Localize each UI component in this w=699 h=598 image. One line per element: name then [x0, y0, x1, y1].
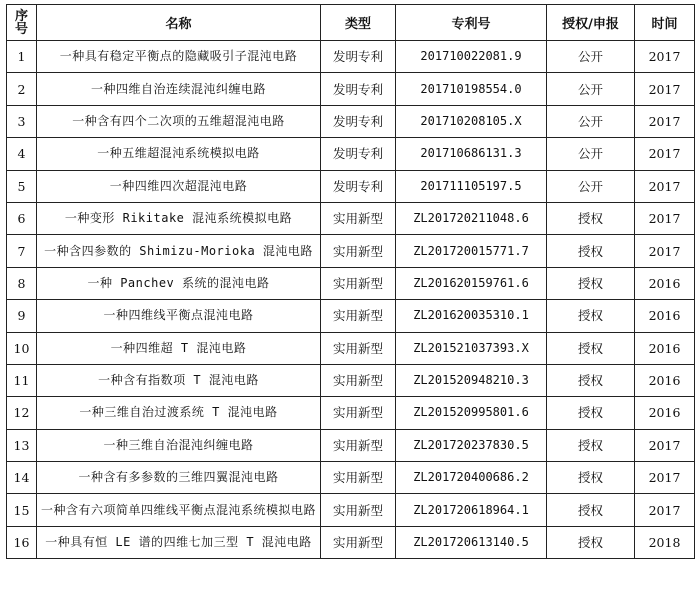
header-index: 序号: [7, 5, 37, 41]
cell-name: 一种变形 Rikitake 混沌系统模拟电路: [37, 202, 321, 234]
table-row: [7, 526, 695, 558]
cell-name: 一种具有恒 LE 谱的四维七加三型 T 混沌电路: [37, 526, 321, 558]
cell-year: 2017: [635, 202, 695, 234]
cell-type: 实用新型: [321, 235, 396, 267]
cell-index: 9: [7, 300, 37, 332]
cell-year: 2016: [635, 267, 695, 299]
cell-patent-no: 201710198554.0: [396, 73, 547, 105]
cell-patent-no: ZL201720400686.2: [396, 462, 547, 494]
header-name: 名称: [37, 5, 321, 41]
cell-patent-no: 201711105197.5: [396, 170, 547, 202]
header-row: [7, 5, 695, 41]
cell-type: 实用新型: [321, 494, 396, 526]
cell-year: 2016: [635, 300, 695, 332]
table-row: [7, 300, 695, 332]
cell-year: 2016: [635, 332, 695, 364]
cell-status: 公开: [547, 138, 635, 170]
table-body: [7, 41, 695, 559]
cell-patent-no: 201710208105.X: [396, 105, 547, 137]
cell-patent-no: ZL201720618964.1: [396, 494, 547, 526]
cell-patent-no: ZL201521037393.X: [396, 332, 547, 364]
cell-year: 2017: [635, 462, 695, 494]
cell-status: 公开: [547, 41, 635, 73]
cell-type: 实用新型: [321, 429, 396, 461]
patent-table: [6, 4, 695, 559]
cell-name: 一种三维自治过渡系统 T 混沌电路: [37, 397, 321, 429]
table-row: [7, 429, 695, 461]
cell-type: 实用新型: [321, 332, 396, 364]
cell-name: 一种含有指数项 T 混沌电路: [37, 364, 321, 396]
cell-type: 实用新型: [321, 397, 396, 429]
table-row: [7, 397, 695, 429]
cell-status: 授权: [547, 462, 635, 494]
cell-patent-no: 201710686131.3: [396, 138, 547, 170]
table-row: [7, 73, 695, 105]
cell-year: 2016: [635, 397, 695, 429]
cell-name: 一种四维自治连续混沌纠缠电路: [37, 73, 321, 105]
cell-patent-no: ZL201720015771.7: [396, 235, 547, 267]
cell-status: 授权: [547, 494, 635, 526]
table-row: [7, 462, 695, 494]
cell-index: 10: [7, 332, 37, 364]
cell-type: 实用新型: [321, 462, 396, 494]
cell-index: 11: [7, 364, 37, 396]
cell-status: 公开: [547, 105, 635, 137]
cell-index: 1: [7, 41, 37, 73]
cell-status: 授权: [547, 429, 635, 461]
cell-type: 实用新型: [321, 364, 396, 396]
cell-status: 授权: [547, 397, 635, 429]
cell-index: 3: [7, 105, 37, 137]
cell-patent-no: ZL201720237830.5: [396, 429, 547, 461]
cell-year: 2017: [635, 73, 695, 105]
cell-index: 6: [7, 202, 37, 234]
cell-name: 一种三维自治混沌纠缠电路: [37, 429, 321, 461]
cell-name: 一种五维超混沌系统模拟电路: [37, 138, 321, 170]
cell-name: 一种含有六项简单四维线平衡点混沌系统模拟电路: [37, 494, 321, 526]
cell-status: 授权: [547, 235, 635, 267]
table-row: [7, 235, 695, 267]
cell-name: 一种四维四次超混沌电路: [37, 170, 321, 202]
cell-index: 15: [7, 494, 37, 526]
cell-type: 发明专利: [321, 41, 396, 73]
cell-year: 2017: [635, 105, 695, 137]
cell-type: 实用新型: [321, 267, 396, 299]
cell-year: 2016: [635, 364, 695, 396]
cell-index: 5: [7, 170, 37, 202]
header-patent-no: 专利号: [396, 5, 547, 41]
table-row: [7, 202, 695, 234]
table-row: [7, 41, 695, 73]
cell-index: 12: [7, 397, 37, 429]
cell-status: 授权: [547, 300, 635, 332]
cell-status: 授权: [547, 364, 635, 396]
cell-index: 14: [7, 462, 37, 494]
cell-name: 一种 Panchev 系统的混沌电路: [37, 267, 321, 299]
cell-year: 2017: [635, 429, 695, 461]
table-row: [7, 105, 695, 137]
cell-status: 授权: [547, 267, 635, 299]
table-row: [7, 332, 695, 364]
table-row: [7, 170, 695, 202]
cell-name: 一种四维超 T 混沌电路: [37, 332, 321, 364]
cell-index: 13: [7, 429, 37, 461]
cell-patent-no: ZL201620035310.1: [396, 300, 547, 332]
table-row: [7, 364, 695, 396]
cell-type: 发明专利: [321, 170, 396, 202]
cell-status: 授权: [547, 202, 635, 234]
cell-patent-no: ZL201720613140.5: [396, 526, 547, 558]
cell-patent-no: ZL201520995801.6: [396, 397, 547, 429]
cell-year: 2017: [635, 494, 695, 526]
cell-patent-no: ZL201520948210.3: [396, 364, 547, 396]
cell-year: 2017: [635, 138, 695, 170]
header-status: 授权/申报: [547, 5, 635, 41]
header-year: 时间: [635, 5, 695, 41]
cell-type: 发明专利: [321, 138, 396, 170]
cell-patent-no: ZL201620159761.6: [396, 267, 547, 299]
cell-type: 发明专利: [321, 73, 396, 105]
cell-year: 2017: [635, 170, 695, 202]
cell-patent-no: ZL201720211048.6: [396, 202, 547, 234]
cell-index: 4: [7, 138, 37, 170]
cell-type: 实用新型: [321, 202, 396, 234]
cell-name: 一种含四参数的 Shimizu-Morioka 混沌电路: [37, 235, 321, 267]
cell-name: 一种含有多参数的三维四翼混沌电路: [37, 462, 321, 494]
cell-type: 发明专利: [321, 105, 396, 137]
cell-index: 16: [7, 526, 37, 558]
cell-year: 2017: [635, 235, 695, 267]
cell-index: 7: [7, 235, 37, 267]
table-row: [7, 494, 695, 526]
cell-year: 2018: [635, 526, 695, 558]
cell-type: 实用新型: [321, 526, 396, 558]
cell-patent-no: 201710022081.9: [396, 41, 547, 73]
table-row: [7, 138, 695, 170]
table-row: [7, 267, 695, 299]
cell-status: 公开: [547, 73, 635, 105]
cell-name: 一种具有稳定平衡点的隐藏吸引子混沌电路: [37, 41, 321, 73]
cell-year: 2017: [635, 41, 695, 73]
cell-status: 公开: [547, 170, 635, 202]
cell-type: 实用新型: [321, 300, 396, 332]
cell-status: 授权: [547, 526, 635, 558]
cell-name: 一种四维线平衡点混沌电路: [37, 300, 321, 332]
cell-index: 2: [7, 73, 37, 105]
cell-status: 授权: [547, 332, 635, 364]
cell-index: 8: [7, 267, 37, 299]
header-type: 类型: [321, 5, 396, 41]
cell-name: 一种含有四个二次项的五维超混沌电路: [37, 105, 321, 137]
